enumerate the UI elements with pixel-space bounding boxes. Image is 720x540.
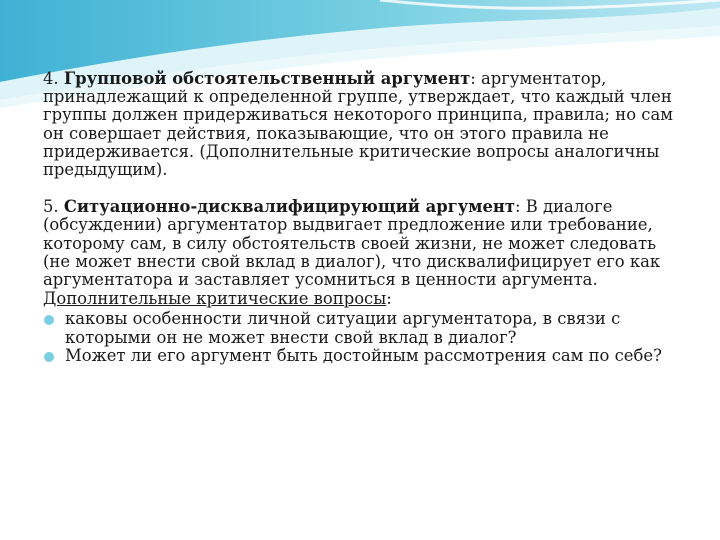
- questions-heading: [43, 290, 683, 308]
- list-item: [43, 310, 683, 346]
- bullet-dot-icon: [44, 315, 54, 325]
- paragraph-number: 5.: [43, 197, 59, 217]
- paragraph-4: [43, 70, 683, 179]
- question-text: Может ли его аргумент быть достойным рассмотрения сам по себе?: [65, 345, 662, 365]
- bullet-dot-icon: [44, 352, 54, 362]
- paragraph-5: [43, 198, 683, 289]
- paragraph-text: : аргументатор, принадлежащий к определенной группе, утверждает, что каждый член группы должен придерживаться некоторого принципа, правила; но сам он совершает действия, показывающие, что он этого правила не придерживается. (Дополнительные критические вопросы аналогичны предыдущим).: [43, 69, 673, 180]
- argument-term: Ситуационно-дисквалифицирующий аргумент: [63, 197, 516, 217]
- slide-body: [43, 70, 683, 365]
- questions-list: [43, 310, 683, 365]
- paragraph-text: : В диалоге (обсуждении) аргументатор выдвигает предложение или требование, которому сам, в силу обстоятельств своей жизни, не может следовать (не может внести свой вклад в диалог), что дисквалифицирует его как аргументатора и заставляет усомниться в ценности аргумента.: [43, 197, 661, 290]
- question-text: каковы особенности личной ситуации аргументатора, в связи с которыми он не может внести свой вклад в диалог?: [65, 309, 621, 347]
- questions-heading-colon: :: [386, 289, 392, 309]
- list-item: [43, 347, 683, 365]
- paragraph-number: 4.: [43, 69, 59, 88]
- argument-term: Групповой обстоятельственный аргумент: [63, 69, 471, 88]
- questions-heading-text: Дополнительные критические вопросы: [43, 289, 387, 309]
